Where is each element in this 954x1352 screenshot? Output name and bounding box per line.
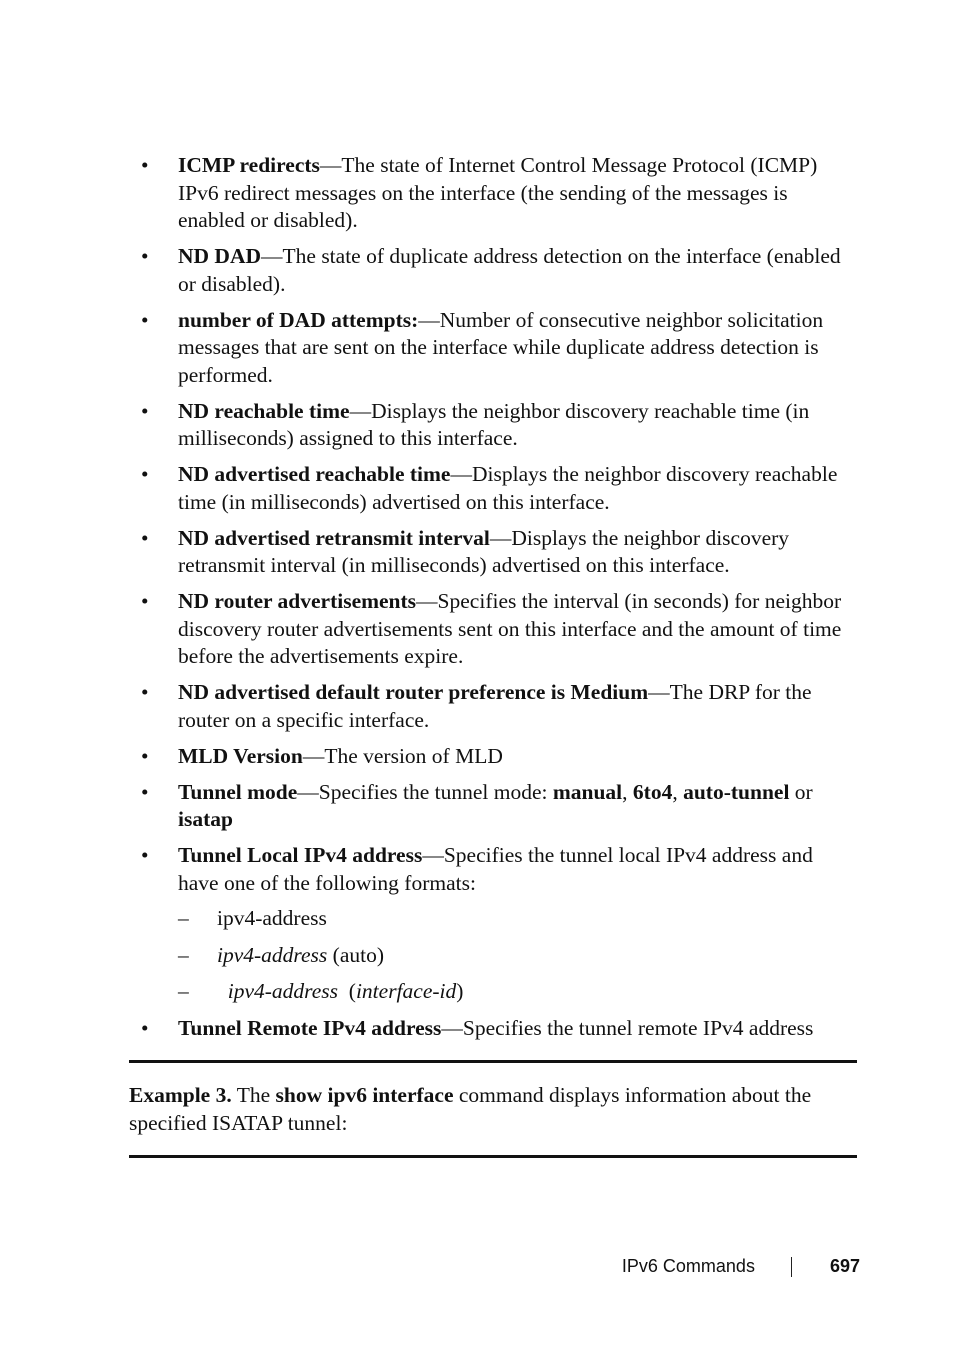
description: Displays the neighbor discovery reachable time (in milliseconds) advertised on this interface.: [178, 462, 838, 514]
term: ND DAD: [178, 244, 262, 268]
term: number of DAD attempts:: [178, 307, 419, 332]
description: Specifies the interval (in seconds) for neighbor discovery router advertisements sent on this interface and the amount of time before the advertisements expire.: [178, 589, 842, 668]
format-item: [178, 978, 858, 1006]
list-item: [141, 461, 858, 516]
list-item: [141, 243, 858, 298]
mode-option-6to4: 6to4: [632, 779, 673, 804]
list-item: [141, 679, 858, 734]
term-separator: —: [418, 307, 440, 332]
term: ICMP redirects: [178, 153, 320, 177]
term: MLD Version: [178, 743, 303, 768]
format-variable: ipv4-address: [217, 942, 328, 967]
format-item: [178, 905, 858, 933]
description: Specifies the tunnel mode:: [318, 779, 553, 804]
term: ND advertised default router preference is Medium: [178, 680, 649, 704]
mode-option-auto-tunnel: auto-tunnel: [683, 779, 790, 804]
term-separator: —: [302, 743, 325, 768]
bullet-icon: •: [141, 843, 149, 867]
dash-icon: –: [178, 942, 189, 967]
bullet-icon: •: [141, 398, 149, 423]
list-item: [141, 307, 858, 390]
format-item: [178, 942, 858, 970]
format-variable: ipv4-address: [227, 979, 339, 1003]
example-command: show ipv6 interface: [275, 1083, 454, 1107]
list-item: [141, 588, 858, 671]
list-item: [141, 743, 858, 771]
format-variable: interface-id: [355, 979, 457, 1003]
footer-divider: [791, 1257, 792, 1277]
dash-icon: –: [178, 906, 189, 930]
description: The DRP for the router on a specific interface.: [178, 680, 812, 732]
list-item-tunnel-remote: [141, 1015, 858, 1043]
comma: ,: [622, 779, 633, 804]
term-separator: —: [648, 680, 670, 704]
format-text: (: [338, 979, 356, 1003]
list-item: [141, 525, 858, 580]
term: Tunnel Remote IPv4 address: [178, 1015, 442, 1040]
example-label: Example 3.: [129, 1083, 232, 1107]
format-text: ): [456, 979, 464, 1003]
bullet-icon: •: [141, 244, 149, 268]
term: Tunnel mode: [178, 779, 298, 804]
footer-section-title: IPv6 Commands: [621, 1256, 755, 1276]
or-text: or: [789, 779, 813, 804]
term: ND advertised retransmit interval: [178, 525, 490, 550]
description: Specifies the tunnel remote IPv4 address: [462, 1015, 814, 1040]
term-separator: —: [297, 779, 319, 804]
term: ND reachable time: [178, 398, 350, 423]
list-item: [141, 152, 858, 235]
term-separator: —: [349, 398, 372, 423]
term: Tunnel Local IPv4 address: [178, 843, 423, 867]
mode-option-manual: manual: [552, 779, 623, 804]
term-separator: —: [489, 525, 512, 550]
description: The version of MLD: [324, 743, 503, 768]
bullet-icon: •: [141, 680, 149, 704]
term-separator: —: [261, 244, 283, 268]
description: The state of duplicate address detection on the interface (enabled or disabled).: [178, 244, 841, 296]
example-text: command displays information about the specified ISATAP tunnel:: [129, 1083, 812, 1135]
term-separator: —: [416, 589, 438, 613]
description: Number of consecutive neighbor solicitation messages that are sent on the interface while duplicate address detection is performed.: [178, 307, 824, 387]
description: Specifies the tunnel local IPv4 address and have one of the following formats:: [178, 843, 813, 895]
format-text: (auto): [327, 942, 384, 967]
bullet-icon: •: [141, 462, 149, 486]
bullet-icon: •: [141, 525, 149, 550]
bullet-icon: •: [141, 743, 149, 768]
term-separator: —: [441, 1015, 463, 1040]
dash-icon: –: [178, 979, 189, 1003]
page-content: [0, 152, 954, 1051]
list-item: [141, 398, 858, 453]
description: Displays the neighbor discovery retransmit interval (in milliseconds) advertised on this interface.: [178, 525, 790, 577]
bottom-rule: [129, 1155, 857, 1158]
bullet-icon: •: [141, 589, 149, 613]
term: ND advertised reachable time: [178, 462, 451, 486]
bullet-icon: •: [141, 1015, 149, 1040]
term-separator: —: [319, 153, 342, 177]
bullet-icon: •: [141, 153, 149, 177]
list-item-tunnel-local: [141, 842, 858, 1006]
list-item-tunnel-mode: [141, 779, 858, 834]
example-text: The: [231, 1083, 276, 1107]
bullet-icon: •: [141, 307, 149, 332]
term-separator: —: [450, 462, 472, 486]
description: Displays the neighbor discovery reachable time (in milliseconds) assigned to this interface.: [178, 398, 810, 450]
mode-option-isatap: isatap: [178, 807, 233, 831]
page-number: 697: [829, 1256, 860, 1276]
example-caption: [129, 1082, 857, 1137]
top-rule: [129, 1060, 857, 1063]
term: ND router advertisements: [178, 589, 417, 613]
comma: ,: [672, 779, 684, 804]
format-text: ipv4-address: [217, 906, 327, 930]
field-description-list: [0, 152, 954, 1042]
description: The state of Internet Control Message Protocol (ICMP) IPv6 redirect messages on the interface (the sending of the messages is enabled or disabled).: [178, 153, 818, 232]
bullet-icon: •: [141, 779, 149, 804]
page-footer: [622, 1256, 860, 1277]
format-list: [178, 905, 858, 1006]
term-separator: —: [422, 843, 444, 867]
